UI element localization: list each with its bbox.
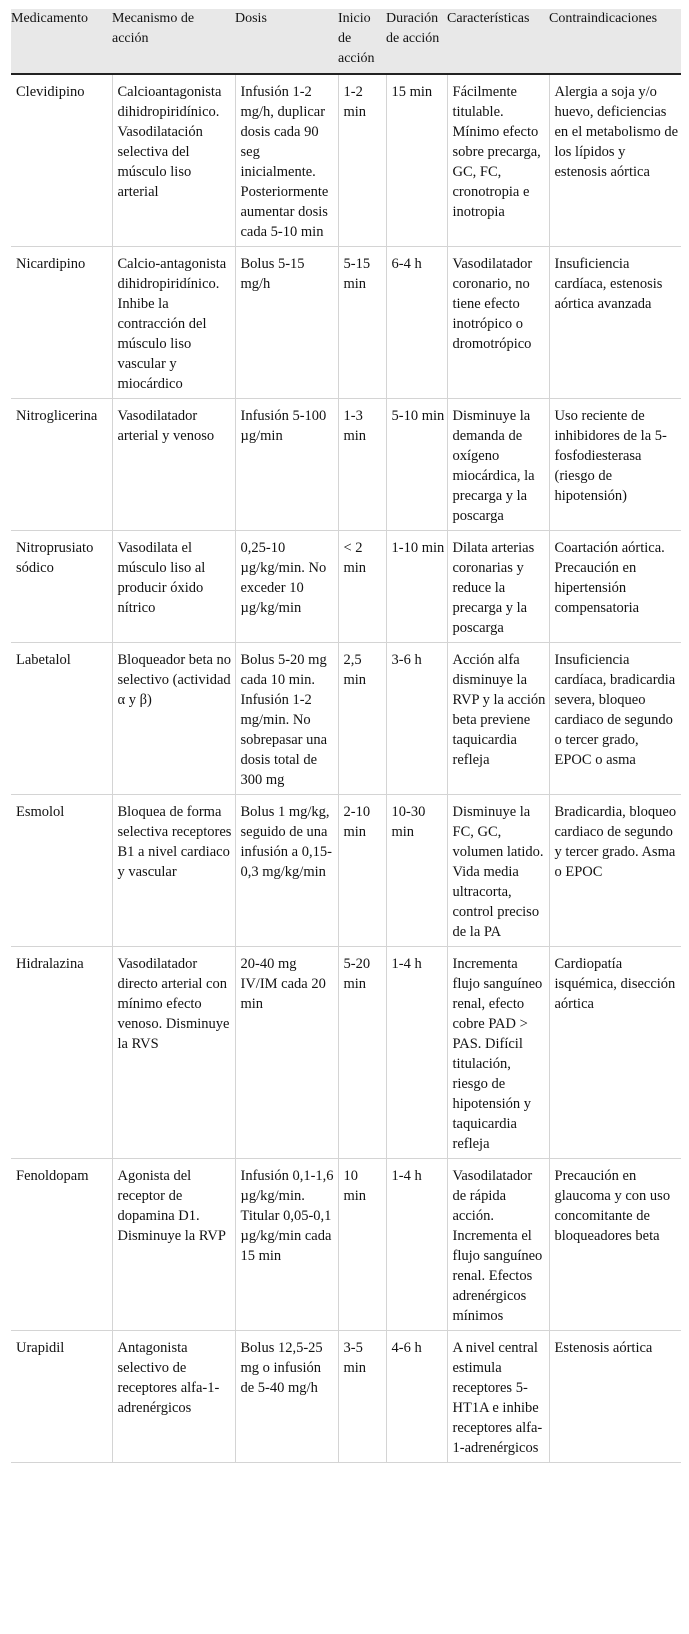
header-row xyxy=(11,9,681,74)
cell-mecanismo: Calcio-antagonista dihidropiridínico. Inhibe la contracción del músculo liso vascular y miocárdico xyxy=(112,247,235,399)
cell-medicamento: Clevidipino xyxy=(16,84,85,100)
cell-caracteristicas: Vasodilatador coronario, no tiene efecto inotrópico o dromotrópico xyxy=(447,247,549,399)
header-dosis: Dosis xyxy=(235,11,267,26)
cell-dosis: Bolus 5-20 mg cada 10 min. Infusión 1-2 mg/min. No sobrepasar una dosis total de 300 mg xyxy=(235,643,338,795)
cell-duracion: 4-6 h xyxy=(386,1331,447,1463)
cell-duracion: 6-4 h xyxy=(386,247,447,399)
cell-duracion: 15 min xyxy=(386,74,447,247)
header-duracion: Duración de acción xyxy=(386,11,440,46)
cell-inicio: 1-2 min xyxy=(338,74,386,247)
cell-inicio: 5-15 min xyxy=(338,247,386,399)
cell-inicio: 5-20 min xyxy=(338,947,386,1159)
cell-medicamento: Hidralazina xyxy=(16,956,84,972)
cell-contraindicaciones: Estenosis aórtica xyxy=(549,1331,681,1463)
table-row xyxy=(11,795,681,947)
cell-duracion: 1-4 h xyxy=(386,947,447,1159)
cell-mecanismo: Bloqueador beta no selectivo (actividad α y β) xyxy=(112,643,235,795)
cell-dosis: 20-40 mg IV/IM cada 20 min xyxy=(235,947,338,1159)
cell-medicamento: Urapidil xyxy=(16,1340,65,1356)
cell-caracteristicas: Vasodilatador de rápida acción. Incrementa el flujo sanguíneo renal. Efectos adrenérgicos mínimos xyxy=(447,1159,549,1331)
cell-contraindicaciones: Insuficiencia cardíaca, bradicardia severa, bloqueo cardiaco de segundo o tercer grado, EPOC o asma xyxy=(549,643,681,795)
table-body xyxy=(11,74,681,1463)
cell-inicio: 1-3 min xyxy=(338,399,386,531)
table-header xyxy=(11,9,681,74)
cell-caracteristicas: Disminuye la demanda de oxígeno miocárdica, la precarga y la poscarga xyxy=(447,399,549,531)
cell-mecanismo: Bloquea de forma selectiva receptores B1 a nivel cardiaco y vascular xyxy=(112,795,235,947)
cell-contraindicaciones: Alergia a soja y/o huevo, deficiencias en el metabolismo de los lípidos y estenosis aórtica xyxy=(549,74,681,247)
cell-medicamento: Nicardipino xyxy=(16,256,86,272)
cell-mecanismo: Vasodilatador arterial y venoso xyxy=(112,399,235,531)
cell-mecanismo: Antagonista selectivo de receptores alfa-1-adrenérgicos xyxy=(112,1331,235,1463)
cell-mecanismo: Agonista del receptor de dopamina D1. Disminuye la RVP xyxy=(112,1159,235,1331)
cell-contraindicaciones: Coartación aórtica. Precaución en hipertensión compensatoria xyxy=(549,531,681,643)
cell-mecanismo: Vasodilatador directo arterial con mínimo efecto venoso. Disminuye la RVS xyxy=(112,947,235,1159)
cell-inicio: 2,5 min xyxy=(338,643,386,795)
header-inicio: Inicio de acción xyxy=(338,11,375,66)
table-row xyxy=(11,1159,681,1331)
cell-duracion: 5-10 min xyxy=(386,399,447,531)
cell-medicamento: Nitroglicerina xyxy=(16,408,98,424)
cell-contraindicaciones: Precaución en glaucoma y con uso concomitante de bloqueadores beta xyxy=(549,1159,681,1331)
table-row xyxy=(11,74,681,247)
cell-duracion: 3-6 h xyxy=(386,643,447,795)
drug-table xyxy=(11,9,681,1463)
cell-dosis: Infusión 1-2 mg/h, duplicar dosis cada 90 seg inicialmente. Posteriormente aumentar dosis cada 5-10 min xyxy=(235,74,338,247)
cell-dosis: Bolus 12,5-25 mg o infusión de 5-40 mg/h xyxy=(235,1331,338,1463)
cell-inicio: < 2 min xyxy=(338,531,386,643)
cell-medicamento: Nitroprusiato sódico xyxy=(16,540,94,576)
cell-inicio: 3-5 min xyxy=(338,1331,386,1463)
cell-caracteristicas: A nivel central estimula receptores 5-HT1A e inhibe receptores alfa-1-adrenérgicos xyxy=(447,1331,549,1463)
cell-medicamento: Esmolol xyxy=(16,804,65,820)
cell-caracteristicas: Dilata arterias coronarias y reduce la precarga y la poscarga xyxy=(447,531,549,643)
header-contraindicaciones: Contraindicaciones xyxy=(549,11,658,26)
cell-caracteristicas: Disminuye la FC, GC, volumen latido. Vida media ultracorta, control preciso de la PA xyxy=(447,795,549,947)
table-row xyxy=(11,1331,681,1463)
cell-dosis: Bolus 1 mg/kg, seguido de una infusión a 0,15-0,3 mg/kg/min xyxy=(235,795,338,947)
cell-contraindicaciones: Uso reciente de inhibidores de la 5-fosfodiesterasa (riesgo de hipotensión) xyxy=(549,399,681,531)
cell-contraindicaciones: Bradicardia, bloqueo cardiaco de segundo y tercer grado. Asma o EPOC xyxy=(549,795,681,947)
cell-mecanismo: Calcioantagonista dihidropiridínico. Vasodilatación selectiva del músculo liso arterial xyxy=(112,74,235,247)
cell-duracion: 1-10 min xyxy=(386,531,447,643)
table-row xyxy=(11,399,681,531)
cell-caracteristicas: Fácilmente titulable. Mínimo efecto sobre precarga, GC, FC, cronotropia e inotropia xyxy=(447,74,549,247)
cell-dosis: 0,25-10 µg/kg/min. No exceder 10 µg/kg/min xyxy=(235,531,338,643)
cell-medicamento: Fenoldopam xyxy=(16,1168,89,1184)
cell-medicamento: Labetalol xyxy=(16,652,71,668)
cell-dosis: Infusión 5-100 µg/min xyxy=(235,399,338,531)
table-row xyxy=(11,643,681,795)
cell-contraindicaciones: Cardiopatía isquémica, disección aórtica xyxy=(549,947,681,1159)
cell-mecanismo: Vasodilata el músculo liso al producir óxido nítrico xyxy=(112,531,235,643)
cell-caracteristicas: Acción alfa disminuye la RVP y la acción beta previene taquicardia refleja xyxy=(447,643,549,795)
cell-inicio: 2-10 min xyxy=(338,795,386,947)
header-medicamento: Medicamento xyxy=(11,11,88,26)
table-row xyxy=(11,531,681,643)
cell-dosis: Infusión 0,1-1,6 µg/kg/min. Titular 0,05-0,1 µg/kg/min cada 15 min xyxy=(235,1159,338,1331)
header-mecanismo: Mecanismo de acción xyxy=(112,11,195,46)
cell-caracteristicas: Incrementa flujo sanguíneo renal, efecto cobre PAD > PAS. Difícil titulación, riesgo de hipotensión y taquicardia refleja xyxy=(447,947,549,1159)
table-row xyxy=(11,247,681,399)
cell-duracion: 10-30 min xyxy=(386,795,447,947)
table-row xyxy=(11,947,681,1159)
cell-dosis: Bolus 5-15 mg/h xyxy=(235,247,338,399)
header-caracteristicas: Características xyxy=(447,11,530,26)
cell-contraindicaciones: Insuficiencia cardíaca, estenosis aórtica avanzada xyxy=(549,247,681,399)
cell-duracion: 1-4 h xyxy=(386,1159,447,1331)
cell-inicio: 10 min xyxy=(338,1159,386,1331)
